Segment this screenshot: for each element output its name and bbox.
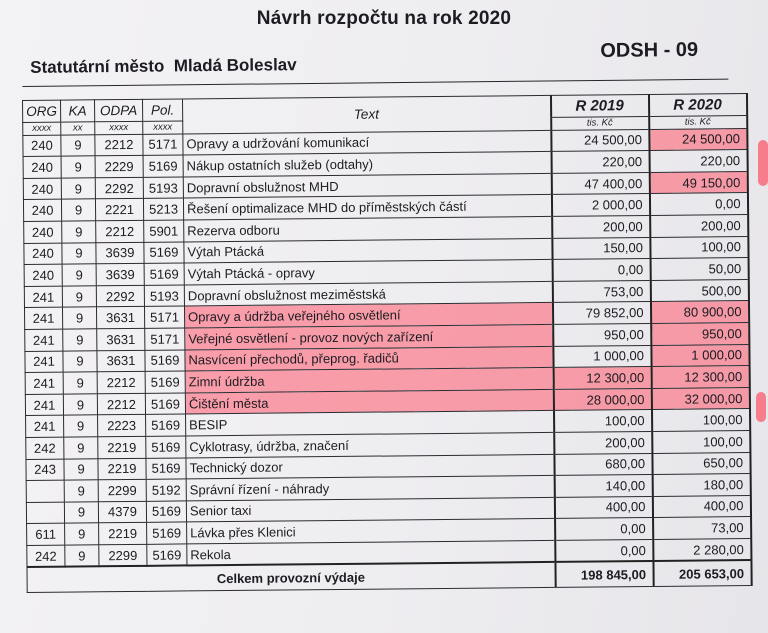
cell-ka: 9 (63, 350, 97, 372)
cell-r2019: 680,00 (554, 453, 652, 476)
cell-org: 240 (24, 264, 62, 286)
cell-text: Lávka přes Klenici (187, 519, 555, 544)
cell-odpa: 2212 (96, 220, 144, 242)
cell-r2019: 12 300,00 (553, 367, 651, 390)
cell-odpa: 3639 (96, 263, 144, 285)
cell-text: Nákup ostatních služeb (odtahy) (183, 152, 551, 177)
cell-pol: 5169 (145, 393, 185, 415)
budget-table-wrapper (22, 93, 751, 593)
cell-r2020: 650,00 (652, 452, 750, 475)
cell-r2019: 2 000,00 (551, 194, 649, 217)
cell-r2019: 220,00 (551, 151, 649, 174)
cell-ka: 9 (62, 264, 96, 286)
cell-odpa: 2299 (98, 479, 146, 501)
cell-pol: 5169 (146, 436, 186, 458)
cell-pol: 5169 (144, 263, 184, 285)
cell-org: 611 (27, 523, 65, 545)
cell-ka: 9 (62, 242, 96, 264)
cell-text: Technický dozor (186, 454, 554, 479)
cell-pol: 5169 (147, 544, 187, 566)
cell-text: Zimní údržba (185, 368, 553, 393)
cell-text: Výtah Ptácká (184, 238, 552, 263)
cell-r2019: 0,00 (555, 518, 653, 541)
cell-r2020: 1 000,00 (651, 344, 749, 367)
cell-pol: 5169 (146, 501, 186, 523)
cell-org: 240 (24, 243, 62, 265)
cell-pol: 5193 (143, 177, 183, 199)
cell-ka: 9 (64, 437, 98, 459)
document-title: Návrh rozpočtu na rok 2020 (256, 8, 512, 29)
cell-odpa: 2212 (95, 134, 143, 156)
col-pol-header: Pol. (142, 99, 182, 121)
cell-pol: 5171 (144, 306, 184, 328)
cell-ka: 9 (64, 480, 98, 502)
cell-text: Rezerva odboru (184, 216, 552, 241)
cell-org: 240 (23, 200, 61, 222)
cell-r2020: 220,00 (649, 150, 747, 173)
cell-odpa: 3639 (96, 242, 144, 264)
cell-r2020: 32 000,00 (651, 387, 749, 410)
cell-ka: 9 (61, 156, 95, 178)
cell-r2019: 0,00 (552, 259, 650, 282)
cell-r2019: 47 400,00 (551, 172, 649, 195)
cell-r2020: 24 500,00 (649, 128, 747, 151)
cell-text: Opravy a údržba veřejného osvětlení (184, 303, 552, 328)
cell-r2019: 200,00 (554, 431, 652, 454)
cell-text: Cyklotrasy, údržba, značení (186, 432, 554, 457)
sub-pol: xxxx (143, 121, 183, 134)
cell-org: 243 (26, 459, 64, 481)
cell-pol: 5169 (145, 371, 185, 393)
cell-r2019: 79 852,00 (552, 302, 650, 325)
cell-pol: 5213 (143, 198, 183, 220)
col-odpa-header: ODPA (95, 99, 143, 121)
cell-ka: 9 (63, 372, 97, 394)
cell-r2020: 950,00 (651, 322, 749, 345)
cell-text: Opravy a udržování komunikací (183, 130, 551, 155)
cell-r2020: 73,00 (653, 517, 751, 540)
cell-odpa: 2229 (95, 156, 143, 178)
cell-pol: 5193 (144, 285, 184, 307)
cell-org: 242 (26, 437, 64, 459)
cell-org: 241 (26, 415, 64, 437)
cell-r2019: 24 500,00 (551, 129, 649, 152)
cell-r2019: 28 000,00 (553, 388, 651, 411)
cell-r2019: 400,00 (554, 496, 652, 519)
cell-r2020: 12 300,00 (651, 366, 749, 389)
cell-org: 241 (24, 307, 62, 329)
cell-r2019: 140,00 (554, 475, 652, 498)
cell-ka: 9 (61, 178, 95, 200)
cell-ka: 9 (62, 307, 96, 329)
cell-ka: 9 (62, 286, 96, 308)
cell-text: Nasvícení přechodů, přeprog. řadičů (185, 346, 553, 371)
cell-pol: 5901 (144, 220, 184, 242)
cell-ka: 9 (61, 134, 95, 156)
cell-text: Výtah Ptácká - opravy (184, 260, 552, 285)
cell-r2020: 200,00 (650, 215, 748, 238)
cell-text: Řešení optimalizace MHD do příměstských částí (183, 195, 551, 220)
sub-ka: xx (61, 121, 95, 134)
cell-odpa: 2212 (97, 393, 145, 415)
cell-org (26, 480, 64, 502)
cell-org: 242 (27, 545, 65, 567)
cell-r2020: 400,00 (652, 495, 750, 518)
cell-odpa: 2219 (98, 458, 146, 480)
budget-rows (23, 128, 751, 567)
cell-ka: 9 (63, 329, 97, 351)
organization-name: Statutární město Mladá Boleslav (30, 55, 297, 77)
cell-pol: 5169 (146, 414, 186, 436)
cell-ka: 9 (64, 415, 98, 437)
cell-pol: 5192 (146, 479, 186, 501)
cell-odpa: 2212 (97, 371, 145, 393)
cell-odpa: 2292 (95, 177, 143, 199)
cell-pol: 5171 (145, 328, 185, 350)
cell-org: 240 (24, 221, 62, 243)
cell-org: 241 (25, 394, 63, 416)
cell-r2020: 0,00 (649, 193, 747, 216)
cell-text: Správní řízení - náhrady (186, 476, 554, 501)
cell-odpa: 3631 (97, 350, 145, 372)
cell-r2019: 0,00 (555, 539, 653, 562)
cell-r2020: 80 900,00 (650, 301, 748, 324)
cell-text: Rekola (187, 540, 555, 566)
total-r2019: 198 845,00 (555, 561, 653, 587)
total-label: Celkem provozní výdaje (27, 562, 555, 593)
cell-odpa: 2219 (98, 436, 146, 458)
cell-ka: 9 (64, 458, 98, 480)
cell-odpa: 2219 (99, 523, 147, 545)
sub-odpa: xxxx (95, 121, 143, 134)
col-org-header: ORG (23, 100, 61, 122)
cell-pol: 5169 (144, 242, 184, 264)
cell-r2020: 49 150,00 (649, 171, 747, 194)
cell-r2019: 100,00 (554, 410, 652, 433)
cell-org: 240 (23, 178, 61, 200)
cell-org: 241 (25, 329, 63, 351)
margin-highlight-mark (758, 140, 768, 186)
col-ka-header: KA (61, 100, 95, 122)
cell-ka: 9 (63, 394, 97, 416)
cell-r2019: 1 000,00 (553, 345, 651, 368)
cell-r2020: 100,00 (652, 430, 750, 453)
cell-r2020: 180,00 (652, 474, 750, 497)
unit-2019: tis. Kč (551, 116, 649, 130)
col-r2020-header: R 2020 (648, 94, 746, 117)
cell-text: Dopravní obslužnost MHD (183, 173, 551, 198)
cell-ka: 9 (65, 545, 99, 567)
cell-r2019: 150,00 (552, 237, 650, 260)
cell-pol: 5169 (143, 155, 183, 177)
cell-odpa: 2292 (96, 285, 144, 307)
cell-odpa: 4379 (98, 501, 146, 523)
margin-highlight-mark (756, 392, 766, 422)
cell-ka: 9 (65, 523, 99, 545)
cell-r2020: 50,00 (650, 258, 748, 281)
cell-text: Dopravní obslužnost meziměstská (184, 281, 552, 306)
cell-r2020: 100,00 (650, 236, 748, 259)
cell-text: BESIP (186, 411, 554, 436)
cell-pol: 5169 (147, 522, 187, 544)
cell-org: 241 (25, 351, 63, 373)
cell-odpa: 2221 (95, 199, 143, 221)
total-r2020: 205 653,00 (653, 560, 751, 586)
cell-org: 240 (23, 135, 61, 157)
cell-r2020: 100,00 (652, 409, 750, 432)
cell-odpa: 3631 (97, 328, 145, 350)
organization-header (22, 37, 728, 87)
cell-r2019: 753,00 (552, 280, 650, 303)
cell-org: 241 (24, 286, 62, 308)
cell-text: Senior taxi (186, 497, 554, 522)
cell-pol: 5169 (145, 349, 185, 371)
cell-text: Veřejné osvětlení - provoz nových zařízení (185, 324, 553, 349)
cell-pol: 5171 (143, 134, 183, 156)
cell-odpa: 2299 (99, 544, 147, 567)
cell-org (26, 502, 64, 524)
col-text-header: Text (182, 95, 550, 133)
department-code: ODSH - 09 (600, 38, 699, 62)
cell-odpa: 2223 (98, 415, 146, 437)
cell-ka: 9 (61, 199, 95, 221)
cell-r2020: 2 280,00 (653, 538, 751, 561)
cell-r2019: 950,00 (553, 323, 651, 346)
cell-ka: 9 (62, 221, 96, 243)
cell-r2020: 500,00 (650, 279, 748, 302)
budget-table (22, 93, 752, 593)
cell-ka: 9 (64, 501, 98, 523)
cell-odpa: 3631 (96, 307, 144, 329)
cell-text: Čištění města (185, 389, 553, 414)
cell-org: 241 (25, 372, 63, 394)
cell-org: 240 (23, 156, 61, 178)
cell-r2019: 200,00 (552, 215, 650, 238)
cell-pol: 5169 (146, 457, 186, 479)
sub-org: xxxx (23, 122, 61, 135)
unit-2020: tis. Kč (649, 115, 747, 129)
col-r2019-header: R 2019 (550, 94, 648, 117)
